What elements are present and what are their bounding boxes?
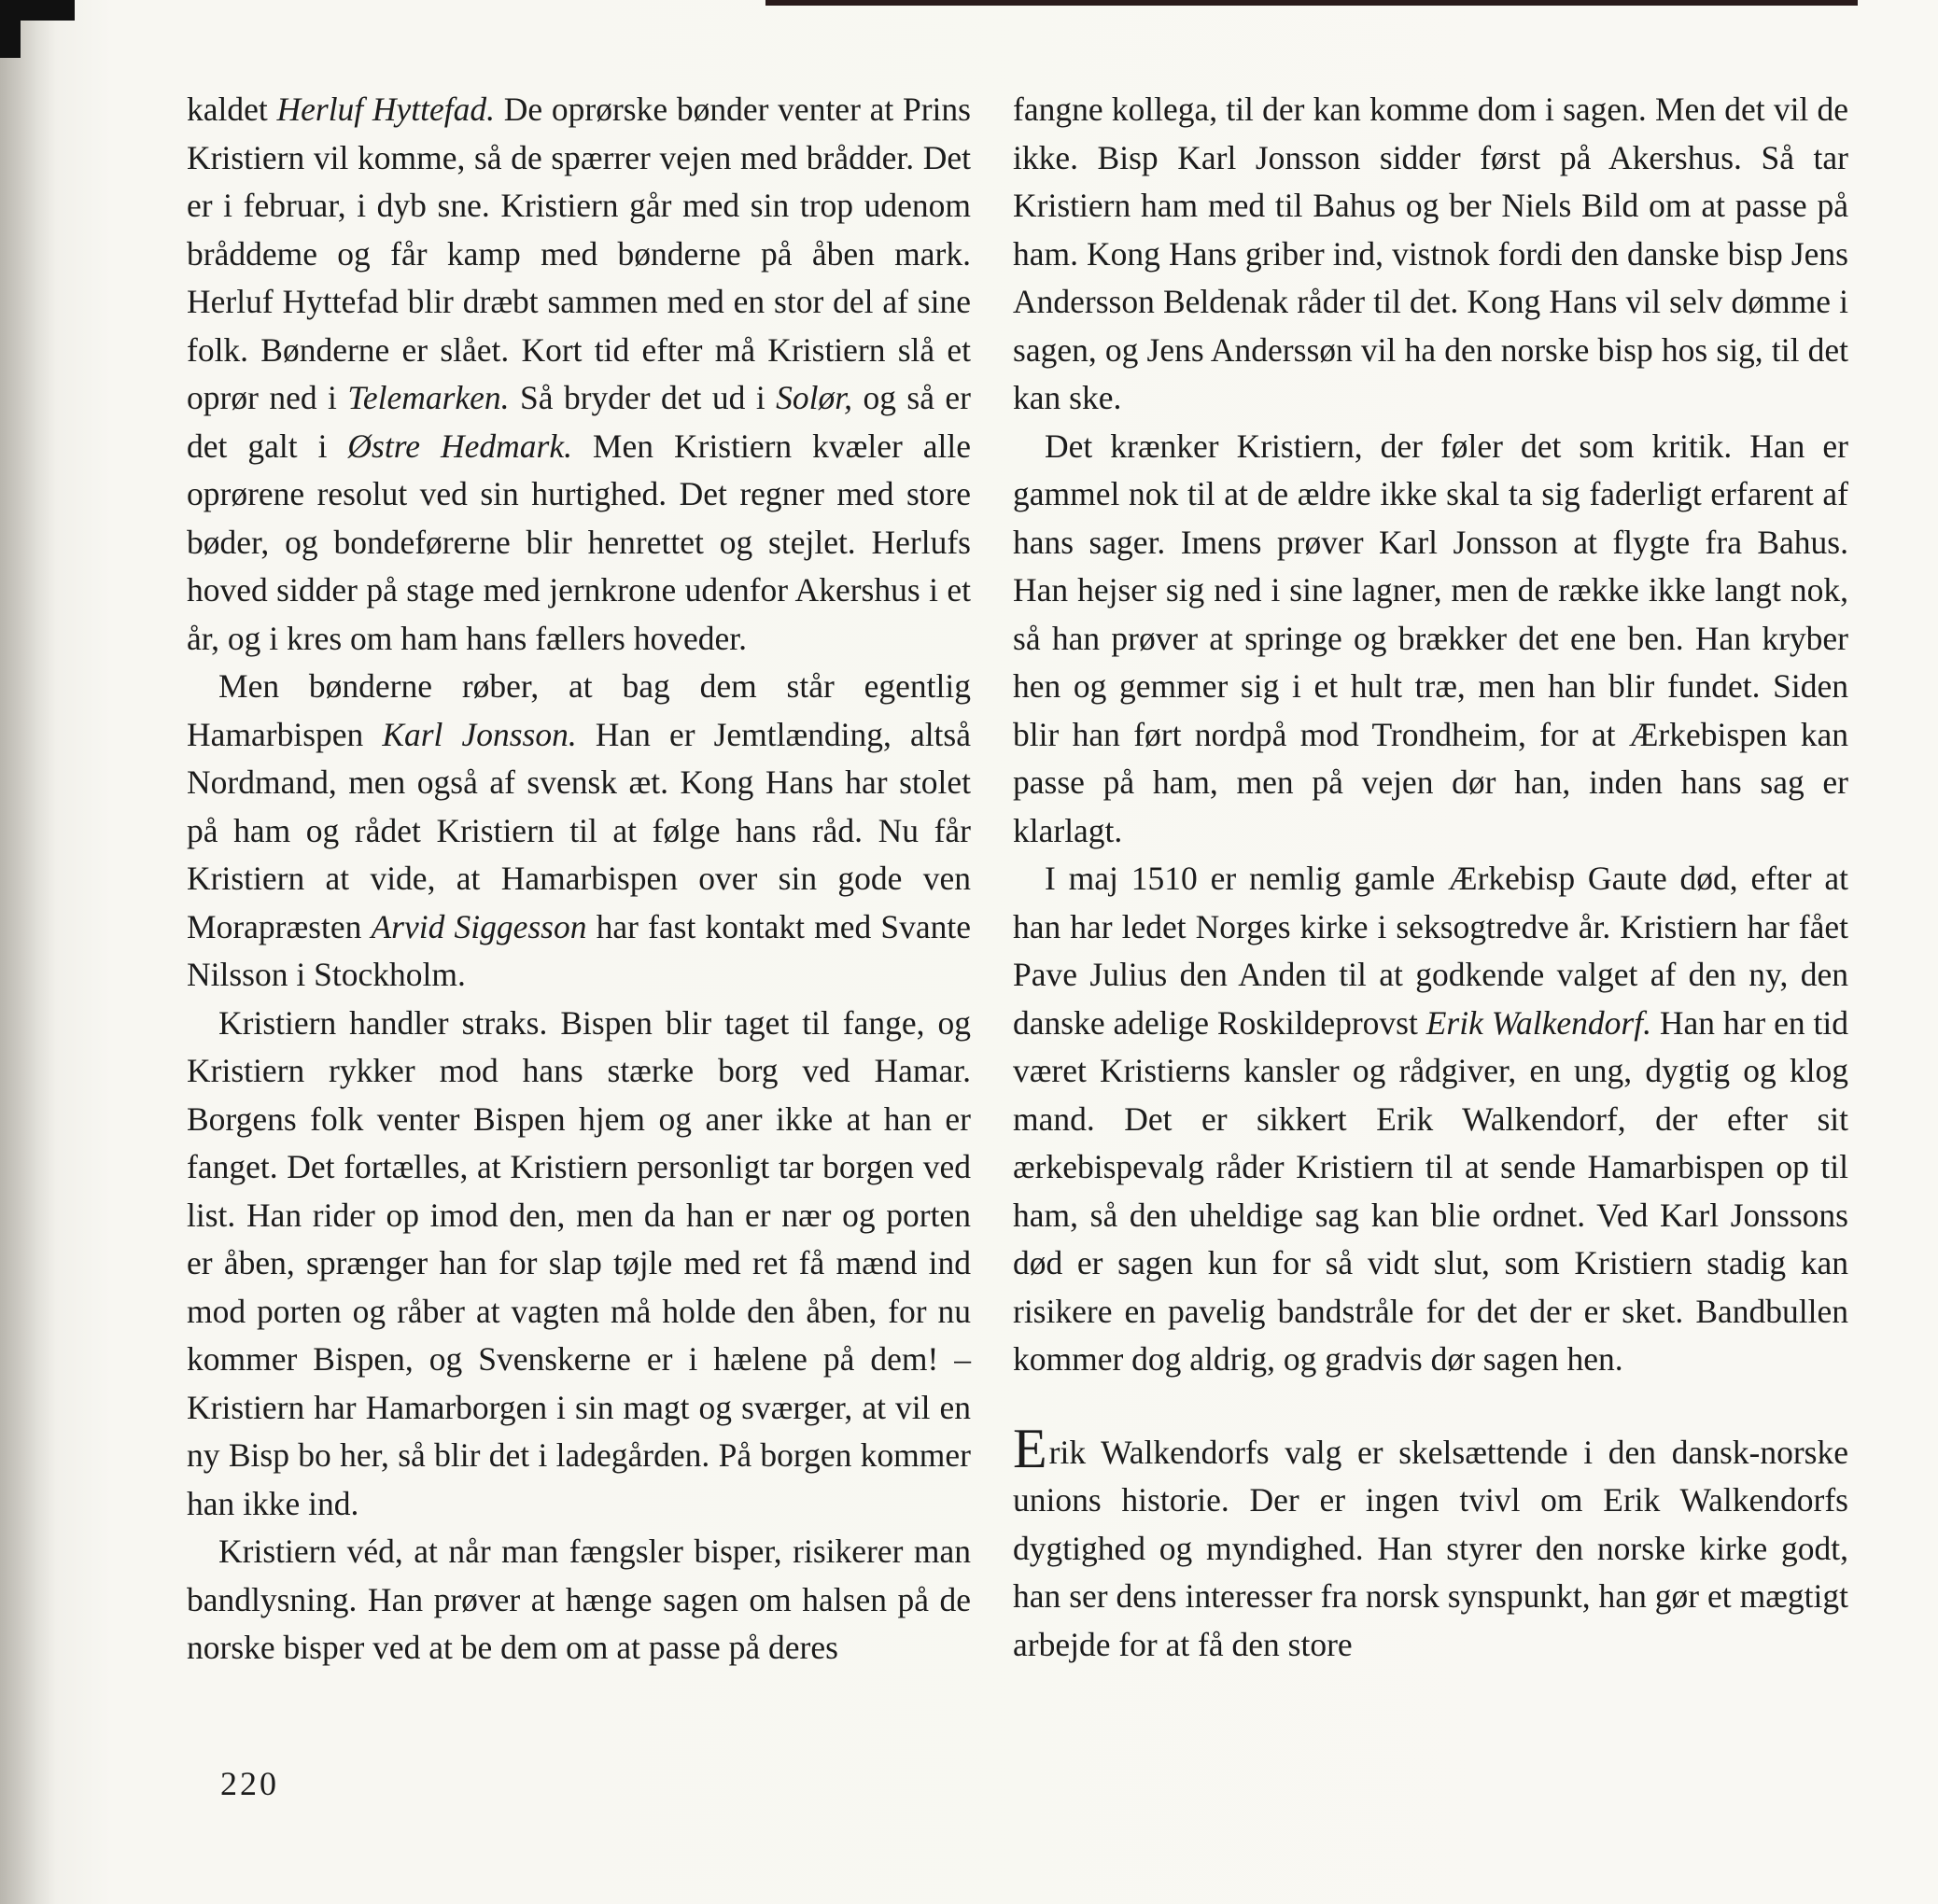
page-number: 220	[220, 1765, 279, 1802]
italic-name: Telemarken.	[347, 379, 510, 416]
paragraph: Kristiern véd, at når man fængsler bisper, risikerer man bandlysning. Han prøver at hænge sagen om halsen på de norske bisper ved at be dem om at passe på deres	[187, 1533, 971, 1666]
section-start-paragraph	[1013, 1417, 1848, 1670]
page-corner-mark	[0, 0, 75, 21]
italic-name: Arvid Siggesson	[371, 907, 587, 945]
italic-name: Østre Hedmark.	[347, 427, 572, 465]
italic-name: Karl Jonsson.	[382, 715, 577, 753]
binding-shadow	[0, 0, 56, 1904]
drop-cap: E	[1013, 1417, 1047, 1479]
page-top-edge	[765, 0, 1858, 6]
paragraph: kaldet Herluf Hyttefad. De oprørske bønder venter at Prins Kristiern vil komme, så de spærrer vejen med brådder. Det er i februar, i dyb sne. Kristiern går med sin trop udenom bråddeme og får kamp med bønderne på åben mark. Herluf Hyttefad blir dræbt sammen med en stor del af sine folk. Bønderne er slået. Kort tid efter må Kristiern slå et oprør ned i Telemarken. Så bryder det ud i Solør, og så er det galt i Østre Hedmark. Men Kristiern kvæler alle oprørene resolut ved sin hurtighed. Det regner med store bøder, og bondeførerne blir henrettet og stejlet. Herlufs hoved sidder på stage med jernkrone udenfor Akershus i et år, og i kres om ham hans fællers hoveder.	[187, 91, 972, 657]
italic-name: Herluf Hyttefad.	[276, 91, 496, 128]
paragraph: Det krænker Kristiern, der føler det som kritik. Han er gammel nok til at de ældre ikke skal ta sig faderligt erfarent af hans sager. Imens prøver Karl Jonsson at flygte fra Bahus. Han hejser sig ned i sine lagner, men de række ikke langt nok, så han prøver at springe og brækker det ene ben. Han kryber hen og gemmer sig i et hult træ, men han blir fundet. Siden blir han ført nordpå mod Trondheim, for at Ærkebispen kan passe på ham, men på vejen dør han, inden hans sag er klarlagt.	[1013, 427, 1848, 849]
paragraph: Kristiern handler straks. Bispen blir taget til fange, og Kristiern rykker mod hans stærke borg ved Hamar. Borgens folk venter Bispen hjem og aner ikke at han er fanget. Det fortælles, at Kristiern personligt tar borgen ved list. Han rider op imod den, men da han er nær og porten er åben, sprænger han for slap tøjle med ret få mænd ind mod porten og råber at vagten må holde den åben, for nu kommer Bispen, og Svenskerne er i hælene på dem! – Kristiern har Hamarborgen i sin magt og sværger, at vil en ny Bisp bo her, så blir det i ladegården. På borgen kommer han ikke ind.	[187, 1003, 971, 1522]
italic-name: Erik Walkendorf.	[1425, 1003, 1651, 1042]
paragraph: Men bønderne røber, at bag dem står egentlig Hamarbispen Karl Jonsson. Han er Jemtlænding, altså Nordmand, men også af svensk æt. Kong Hans har stolet på ham og rådet Kristiern til at følge hans råd. Nu får Kristiern at vide, at Hamarbispen over sin gode ven Morapræsten Arvid Siggesson har fast kontakt med Svante Nilsson i Stockholm.	[187, 667, 971, 993]
paragraph-text: rik Walkendorfs valg er skelsættende i den dansk-norske unions historie. Der er ingen tvivl om Erik Walkendorfs dygtighed og myndighed. Han styrer den norske kirke godt, han ser dens interesser fra norsk synspunkt, han gør et mægtigt arbejde for at få den store	[1013, 1433, 1848, 1663]
italic-name: Solør,	[776, 379, 852, 416]
paragraph: I maj 1510 er nemlig gamle Ærkebisp Gaute død, efter at han har ledet Norges kirke i seksogtredve år. Kristiern har fået Pave Julius den Anden til at godkende valget af den ny, den danske adelige Roskildeprovst Erik Walkendorf. Han har en tid været Kristierns kansler og rådgiver, en ung, dygtig og klog mand. Det er sikkert Erik Walkendorf, der efter sit ærkebispevalg råder Kristiern til at sende Hamarbispen op til ham, så den uheldige sag kan blie ordnet. Ved Karl Jonssons død er sagen kun for så vidt slut, som Kristiern stadig kan risikere en pavelig bandstråle for det der er sket. Bandbullen kommer dog aldrig, og gradvis dør sagen hen.	[1013, 860, 1848, 1378]
paragraph: fangne kollega, til der kan komme dom i sagen. Men det vil de ikke. Bisp Karl Jonsson sidder først på Akershus. Så tar Kristiern ham med til Bahus og ber Niels Bild om at passe på ham. Kong Hans griber ind, vistnok fordi den danske bisp Jens Andersson Beldenak råder til det. Kong Hans vil selv dømme i sagen, og Jens Anderssøn vil ha den norske bisp hos sig, til det kan ske.	[1013, 91, 1848, 416]
left-text-column	[187, 86, 971, 1673]
right-text-column	[1013, 86, 1848, 1669]
page-corner-mark	[0, 21, 21, 58]
